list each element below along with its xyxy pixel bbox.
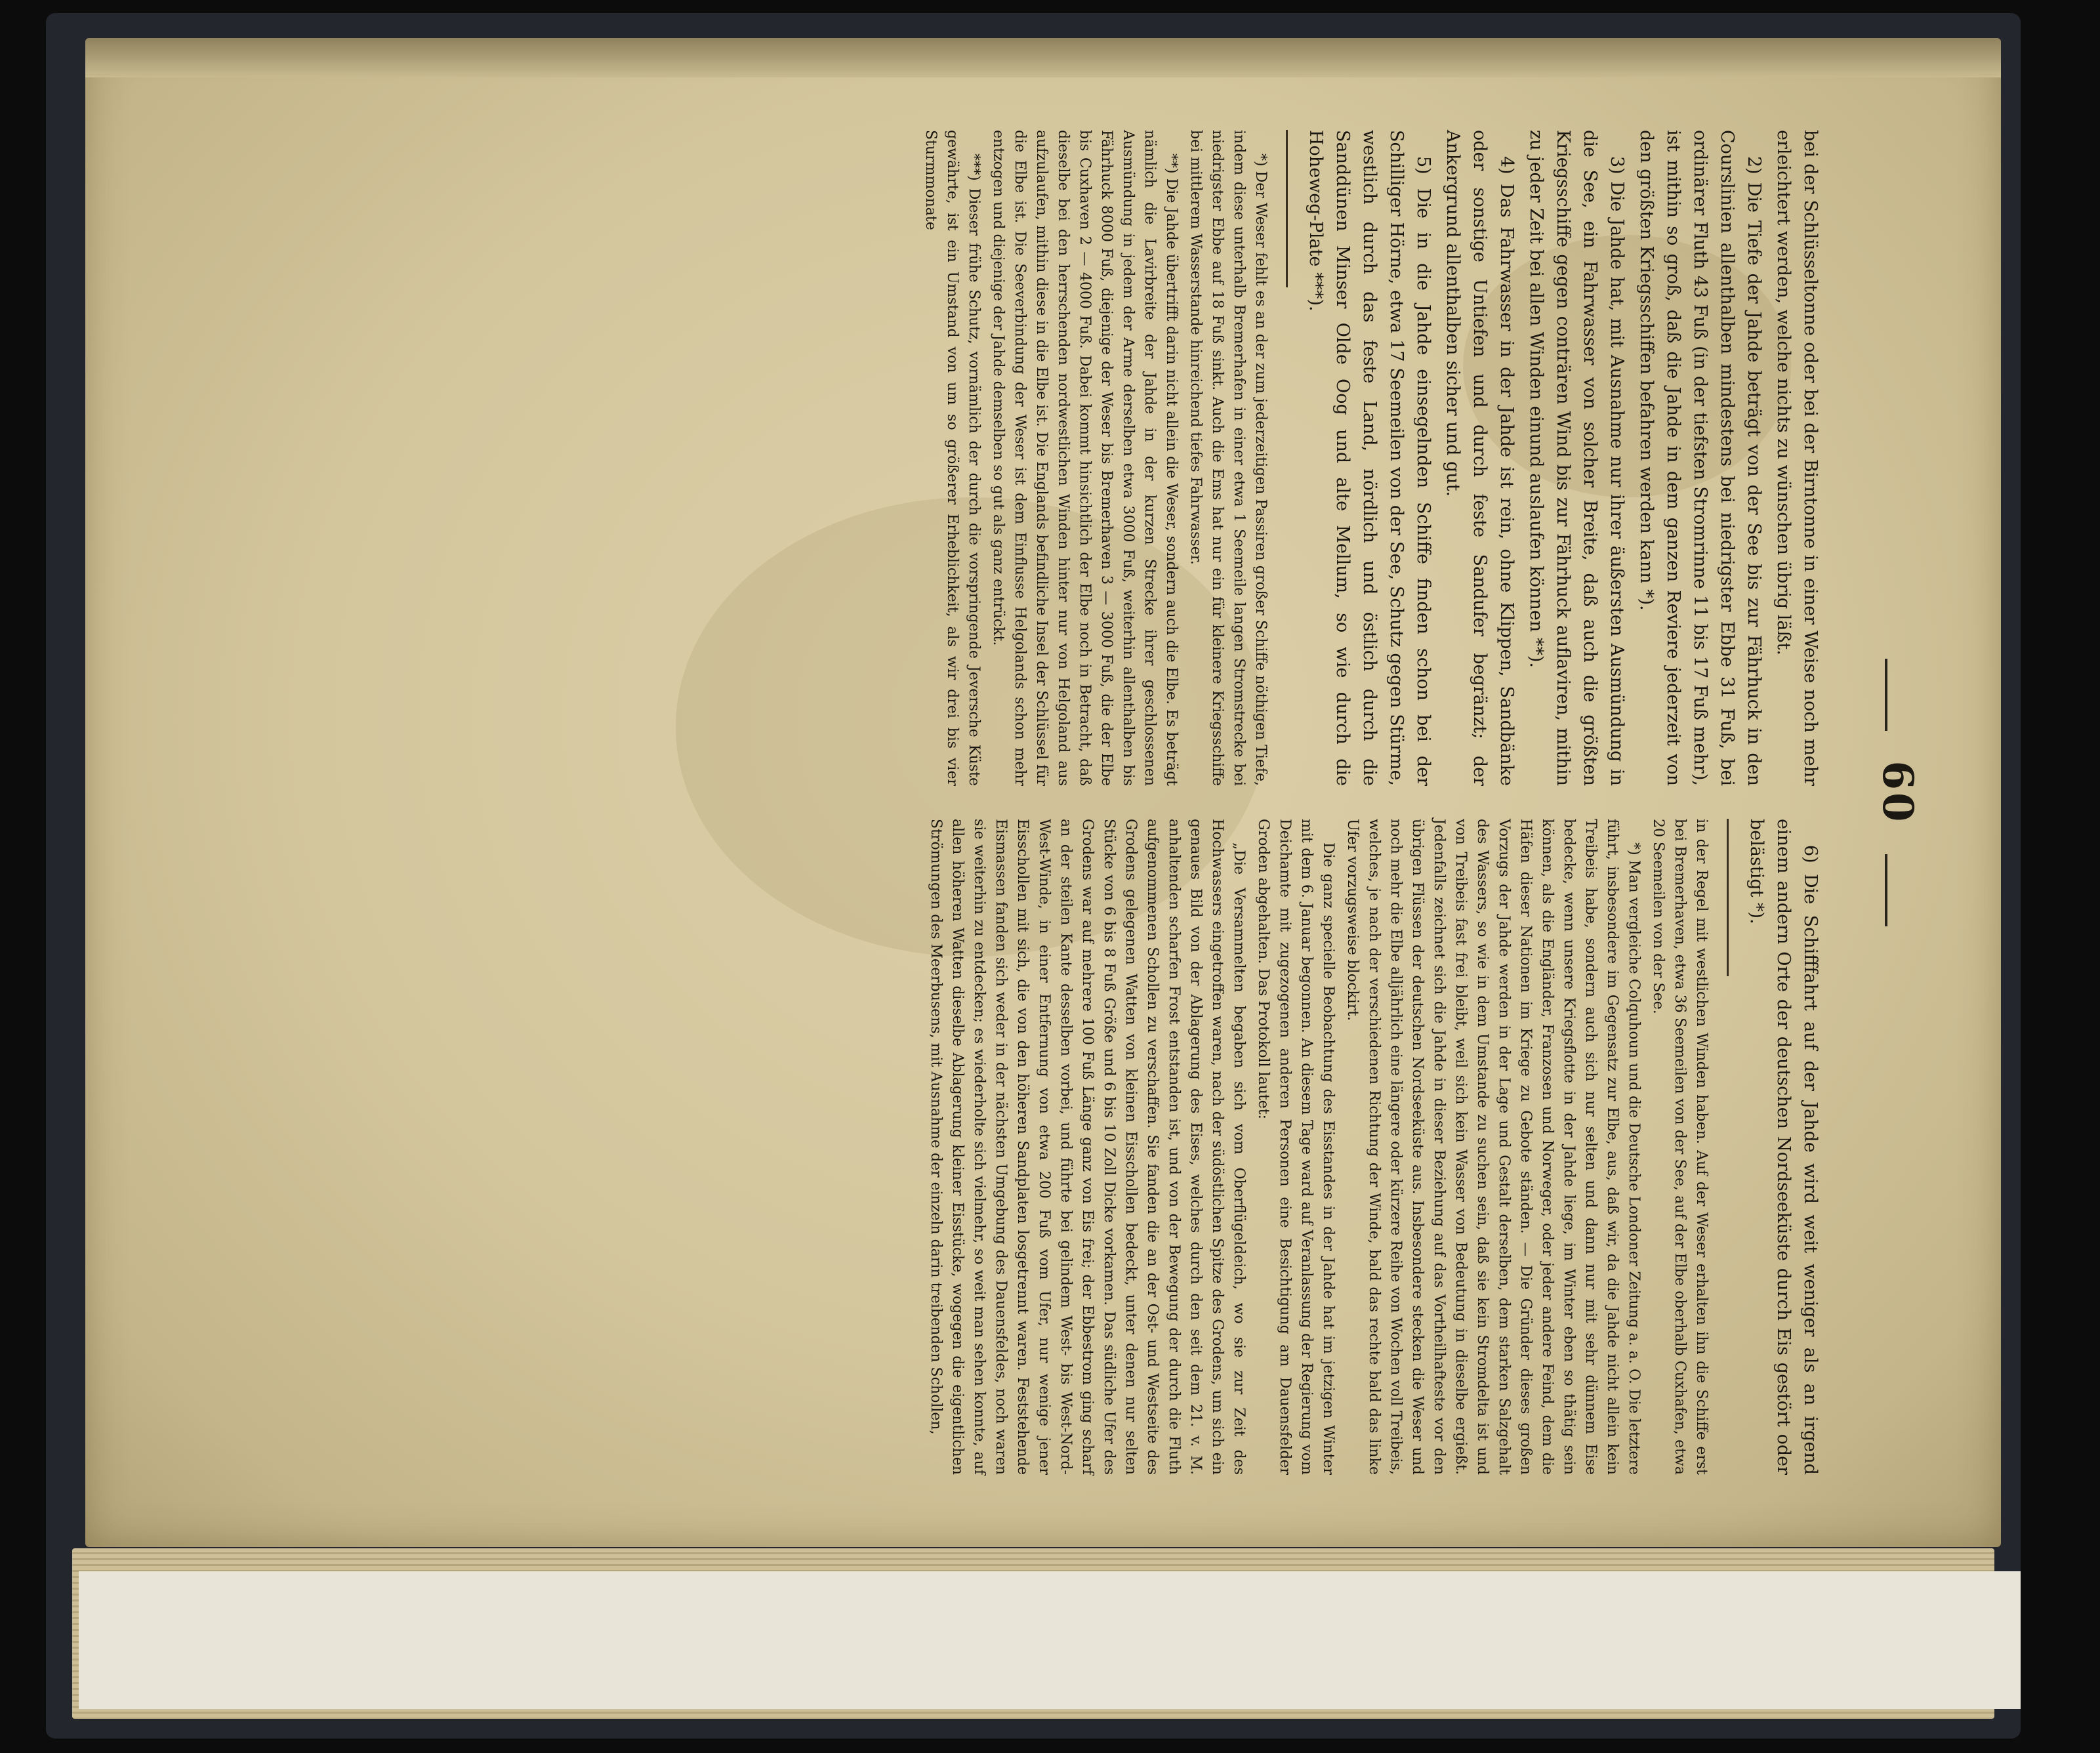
footnote: ***) Dieser frühe Schutz, vornämlich der durch die vorspringende Jeversche Küste gewährte, ist ein Umstand von um so größerer Erheblichkeit, als wir drei bis vier Sturmmonate	[922, 130, 982, 786]
paragraph: bei der Schlüsseltonne oder bei der Birntonne in einer Weise noch mehr erleichtert werden, welche nichts zu wünschen übrig läßt.	[1773, 130, 1821, 786]
footnote: **) Die Jahde übertrifft darin nicht allein die Weser, sondern auch die Elbe. Es beträgt nämlich die Lavirbreite der Jahde in der kurzen Strecke ihrer geschlossenen Ausmündung in jedem der Arme derselben etwa 3000 Fuß, weiterhin allenthalben bis Fährhuck 8000 Fuß, diejenige der Weser bis Bremerhaven 3 — 3000 Fuß, die der Elbe bis Cuxhaven 2 — 4000 Fuß. Dabei kommt hinsichtlich der Elbe noch in Betracht, daß dieselbe bei den herrschenden nordwestlichen Winden hinter nur von Helgoland aus aufzulaufen, mithin diese in die Elbe ist. Die Englands befindliche Insel der Schlüssel für die Elbe ist. Die Seeverbindung der Weser ist dem Einflusse Helgolands schon mehr entzogen und diejenige der Jahde demselben so gut als ganz entrückt.	[990, 130, 1180, 786]
footnote: in der Regel mit westlichen Winden haben. Auf der Weser erhalten ihn die Schiffe erst bei Bremerhaven, etwa 36 Seemeilen von der See, auf der Elbe oberhalb Cuxhafen, etwa 20 Seemeilen von der See.	[1650, 819, 1710, 1475]
footnote-separator	[1727, 819, 1729, 976]
right-column	[922, 819, 1824, 1475]
paragraph: 5) Die in die Jahde einsegelnden Schiffe finden schon bei der Schilliger Hörne, etwa 17 Seemeilen von der See, Schutz gegen Stürme, westlich durch das feste Land, nördlich und östlich durch die Sanddünen Minser Olde Oog und alte Mellum, so wie durch die Hoheweg-Plate ***).	[1306, 130, 1433, 786]
left-column	[917, 130, 1824, 786]
page-header	[1857, 38, 1922, 1547]
header-rule-right	[1885, 854, 1888, 926]
paragraph: 3) Die Jahde hat, mit Ausnahme nur ihrer äußersten Ausmündung in die See, ein Fahrwasser von solcher Breite, daß auch die größten Kriegsschiffe gegen conträren Wind bis zur Fährhuck auflaviren, mithin zu jeder Zeit bei allen Winden einund auslaufen können **).	[1526, 130, 1627, 786]
footnote: *) Man vergleiche Colquhoun und die Deutsche Londoner Zeitung a. a. O. Die letztere führt, insbesondere im Gegensatz zur Elbe, aus, daß wir, da die Jahde nicht allein kein Treibeis habe, sondern auch sich nur selten und dann nur mit sehr dünnem Eise bedecke, wenn unsere Kriegsflotte in der Jahde liege, im Winter eben so thätig sein können, als die Engländer, Franzosen und Norweger, oder jeder andere Feind, dem die Häfen dieser Nationen im Kriege zu Gebote ständen. — Die Gründer dieses großen Vorzugs der Jahde werden in der Lage und Gestalt derselben, dem starken Salzgehalt des Wassers, so wie in dem Umstande zu suchen sein, daß sie kein Stromdelta ist und von Treibeis fast frei bleibt, weil sich kein Wasser von Bedeutung in dieselbe ergießt. Jedenfalls zeichnet sich die Jahde in dieser Beziehung auf das Vortheilhafteste vor den übrigen Flüssen der deutschen Nordseeküste aus. Insbesondere stecken die Weser und noch mehr die Elbe alljährlich eine längere oder kürzere Reihe von Wochen voll Treibeis, welches, je nach der verschiedenen Richtung der Winde, bald das rechte bald das linke Ufer vorzugsweise blockirt.	[1344, 819, 1642, 1475]
paragraph: 6) Die Schifffahrt auf der Jahde wird weit weniger als an irgend einem andern Orte der deutschen Nordseeküste durch Eis gestört oder belästigt *).	[1746, 819, 1821, 1475]
inserted-sheet	[79, 1571, 2021, 1709]
paragraph: 4) Das Fahrwasser in der Jahde ist rein, ohne Klippen, Sandbänke oder sonstige Untiefen und durch feste Sandufer begränzt; der Ankergrund allenthalben sicher und gut.	[1443, 130, 1517, 786]
paragraph: 2) Die Tiefe der Jahde beträgt von der See bis zur Fährhuck in den Courslinien allenthalben mindestens bei niedrigster Ebbe 31 Fuß, bei ordinärer Fluth 43 Fuß (in der tiefsten Stromrinne 11 bis 17 Fuß mehr), ist mithin so groß, daß die Jahde in dem ganzen Reviere jederzeit von den größten Kriegsschiffen befahren werden kann *).	[1636, 130, 1764, 786]
footnote-separator	[1286, 130, 1288, 287]
page-content	[85, 38, 2001, 1547]
footnote: *) Der Weser fehlt es an der zum jederzeitigen Passiren großer Schiffe nöthigen Tiefe, indem diese unterhalb Bremerhafen in einer etwa 1 Seemeile langen Stromstrecke bei niedrigster Ebbe auf 18 Fuß sinkt. Auch die Ems hat nur ein für kleinere Kriegsschiffe bei mittlerem Wasserstande hinreichend tiefes Fahrwasser.	[1187, 130, 1269, 786]
header-rule-left	[1885, 659, 1888, 731]
book-page	[85, 38, 2001, 1547]
footnote: Die ganz specielle Beobachtung des Eisstandes in der Jahde hat im jetzigen Winter mit dem 6. Januar begonnen. An diesem Tage ward auf Veranlassung der Regierung vom Deichamte mit zugezogenen anderen Personen eine Besichtigung am Dauensfelder Groden abgehalten. Das Protokoll lautet:	[1255, 819, 1336, 1475]
page-number: 60	[1873, 760, 1922, 825]
footnote: „Die Versammelten begaben sich vom Oberflügeldeich, wo sie zur Zeit des Hochwassers eingetroffen waren, nach der südöstlichen Spitze des Grodens, um sich ein genaues Bild von der Ablagerung des Eises, welches durch den seit dem 21. v. M. anhaltenden scharfen Frost entstanden ist, und von der Bewegung der durch die Fluth aufgenommenen Schollen zu verschaffen. Sie fanden die an der Ost- und Westseite des Grodens gelegenen Watten von kleinen Eisschollen bedeckt, unter denen nur selten Stücke von 6 bis 8 Fuß Größe und 6 bis 10 Zoll Dicke vorkamen. Das südliche Ufer des Grodens war auf mehrere 100 Fuß Länge ganz von Eis frei; der Ebbestrom ging scharf an der steilen Kante desselben vorbei, und führte bei gelindem West- bis West-Nord-West-Winde, in einer Entfernung von etwa 200 Fuß vom Ufer, nur wenige jener Eisschollen mit sich, die von den höheren Sandplaten losgetrennt waren. Feststehende Eismassen fanden sich weder in der nächsten Umgebung des Dauensfeldes, noch waren sie weiterhin zu entdecken; es wiederholte sich vielmehr, so weit man sehen konnte, auf allen höheren Watten dieselbe Ablagerung kleiner Eisstücke, wogegen die eigentlichen Strömungen des Meerbusens, mit Ausnahme der einzeln darin treibenden Schollen,	[928, 819, 1247, 1475]
